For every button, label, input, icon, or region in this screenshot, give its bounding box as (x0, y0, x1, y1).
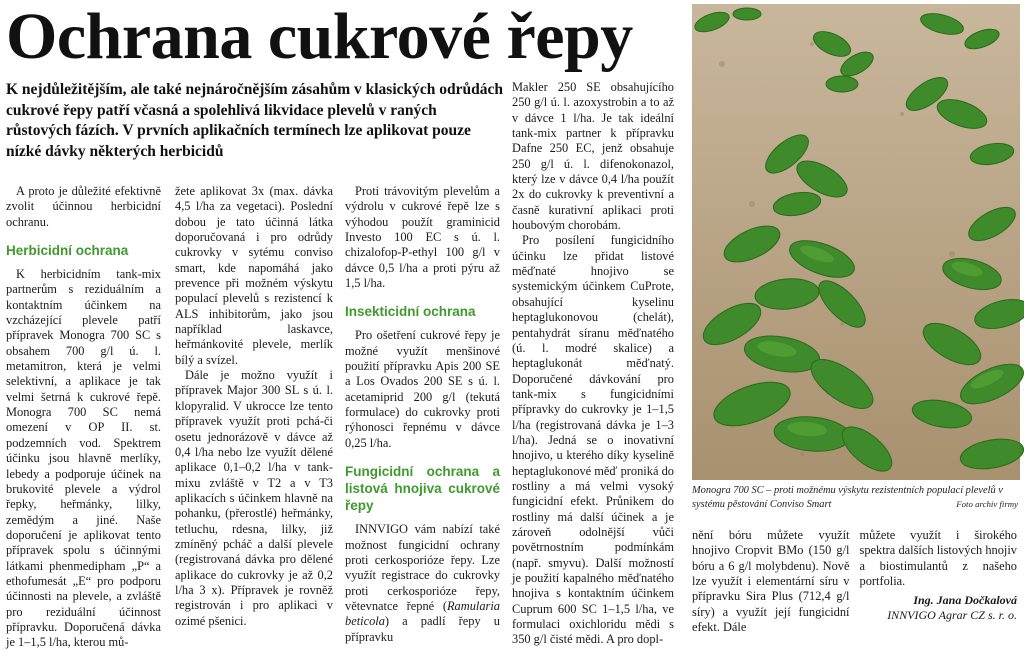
heading-fungicide: Fungicidní ochrana a listová hnojiva cukrové řepy (345, 464, 500, 514)
heading-insecticide: Insekticidní ochrana (345, 304, 476, 320)
col3-text-1: Proti trávovitým plevelům a výdrolu v cukrové řepě lze s výhodou použít graminicid Investo 100 EC s ú. l. chizalofop-P-ethyl 100 g/l v dávce 0,5 l/ha a proti pýru až 1,5 l/ha. (345, 184, 500, 291)
column-2 (175, 184, 333, 629)
intro-text: A proto je důležité efektivně zvolit účinnou herbicidní ochranu. (6, 184, 161, 229)
author-name: Ing. Jana Dočkalová (913, 593, 1017, 608)
photo-credit: Foto archiv firmy (956, 498, 1018, 509)
col4-text-1: Makler 250 SE obsahujícího 250 g/l ú. l. azoxystrobin a to až v dávce 1 l/ha. Je tak ideální tank-mix partner k přípravku Dafne 250 EC, jenž obsahuje 250 g/l ú. l. difenokonazol, který lze v dávce 0,4 l/ha použít 2x do cukrovky k preventivní a časně kurativní aplikaci proti houbovým chorobám. (512, 80, 674, 233)
col5-right (860, 528, 1018, 635)
fungicide-text-a: INNVIGO vám nabízí také možnost fungicidní ochrany proti cerkosporióze řepy. Lze využít registrace do cukrovky proti cerkosporióze řepy, větevnatce řepné ( (345, 522, 500, 613)
col5-text-a: nění bóru můžete využít hnojivo Cropvit BMo (150 g/l bóru a 6 g/l molybdenu). Nově lze využít i elementární síru v přípravku Sira Plus (712,4 g/l síry) a využít její fungicidní efekt. Dále (692, 528, 850, 635)
col4-text-2: Pro posílení fungicidního účinku lze přidat listové měďnaté hnojivo se systemickým účinkem CuProte, obsahující kyselinu heptaglukonovou (chelát), pentahydrát síranu měďnatého (ú. l. modré skalice) a heptaglukonát měďnatý. Doporučené dávkování pro tank-mix s fungicidními přípravky do cukrovky je 1–1,5 l/ha (registrovaná dávka je 1–3 l/ha). Jedná se o inovativní hnojivo, u kterého díky kyselině heptaglukonové měď proniká do rostliny a má velmi vysoký fungicidní efekt. Průnikem do rostliny má další účinek a je zároveň odolnější vůči povětrnostním podmínkám (např. smyvu). Další možností je použití kapalného měďnatého hnojiva s kontaktním účinkem Cuprum 600 SC 1–1,5 l/ha, ve formulaci oxichloridu mědi s 350 g/l čisté mědi. A pro dopl- (512, 233, 674, 647)
col2-text-1: žete aplikovat 3x (max. dávka 4,5 l/ha za vegetaci). Poslední dobou je tato účinná látka doporučovaná i pro odrůdy cukrovky v sytému conviso smart, kde napomáhá jako prevence při možném výskytu populací plevelů s rezistencí k ALS inhibitorům, jako jsou například laskavce, heřmánkovité plevele, merlík bílý a svízel. (175, 184, 333, 367)
heading-herbicide: Herbicidní ochrana (6, 243, 129, 259)
fungicide-text (345, 522, 500, 645)
beet-field-illustration (692, 4, 1020, 480)
fungicide-text-b: ) a padlí řepy u přípravku (345, 614, 500, 644)
column-4 (512, 80, 674, 648)
lead-paragraph: K nejdůležitějším, ale také nejnáročnějším zásahům v klasických odrůdách cukrové řepy patří včasná a spolehlivá likvidace plevelů v raných růstových fázích. V prvních aplikačních termínech lze aplikovat pouze nízké dávky některých herbicidů (6, 81, 503, 160)
photo-caption (692, 484, 1018, 511)
latin-name: Ramularia beticola (345, 598, 500, 629)
sugar-beet-photo (692, 4, 1020, 480)
col2-text-2: Dále je možno využít i přípravek Major 300 SL s ú. l. klopyralid. V ukrocce lze tento přípravek využít proti pchá-či osetu jednorázově v dávce až 0,4 l/ha nebo lze využít dělené aplikace 0,1–0,2 l/ha v tank-mixu zvláště v T2 a v T3 aplikacích s účinkem hlavně na pohanku, (přerostlé) heřmánky, tetluchu, rdesna, lilky, již zmíněný pcháč a další plevele (registrovaná dávka pro dělené aplikace do cukrovky je až 0,2 l/ha 3 x). Přípravek je rovněž registrován i pro aplikaci v ozimé pšenici. (175, 368, 333, 628)
article-title: Ochrana cukrové řepy (6, 0, 633, 73)
insecticide-text: Pro ošetření cukrové řepy je možné využít menšinové použití přípravku Apis 200 SE a Los Ovados 200 SE s ú. l. acetamiprid 200 g/l (tekutá formulace) do cukrovky proti rýhonosci řepnému v dávce 0,25 l/ha. (345, 328, 500, 450)
col5-text-b: můžete využít i širokého spektra dalších listových hnojiv a biostimulantů z našeho portfolia. (859, 528, 1017, 589)
column-3 (345, 184, 500, 645)
herbicide-text: K herbicidním tank-mix partnerům s reziduálním a kontaktním účinkem na vzcházející plevele patří přípravek Monogra 700 SC s obsahem 700 g/l ú. l. metamitron, která je velmi selektivní, a aplikace je tak velmi šetrná k cukrové řepě. Monogra 700 SC nemá omezení v OP II. st. podzemních vod. Spektrem účinku jsou hlavně merlíky, lebedy a podporuje účinek na brukovité plevele a výdrol řepky, heřmánky, lilky, zemědým a jiné. Naše doporučení je aplikovat tento přípravek spolu s účinnými látkami phenmedipham „P“ a ethofumesát „E“ pro podporu účinnosti na plevele, a zvláště pro reziduální účinnost přípravku. Doporučená dávka je 1–1,5 l/ha, kterou mů- (6, 267, 161, 650)
column-1 (6, 184, 161, 651)
caption-text: Monogra 700 SC – proti možnému výskytu rezistentních populací plevelů v systému pěstování Conviso Smart (692, 485, 1003, 510)
author-company: INNVIGO Agrar CZ s. r. o. (887, 608, 1017, 623)
column-5 (692, 528, 1017, 635)
